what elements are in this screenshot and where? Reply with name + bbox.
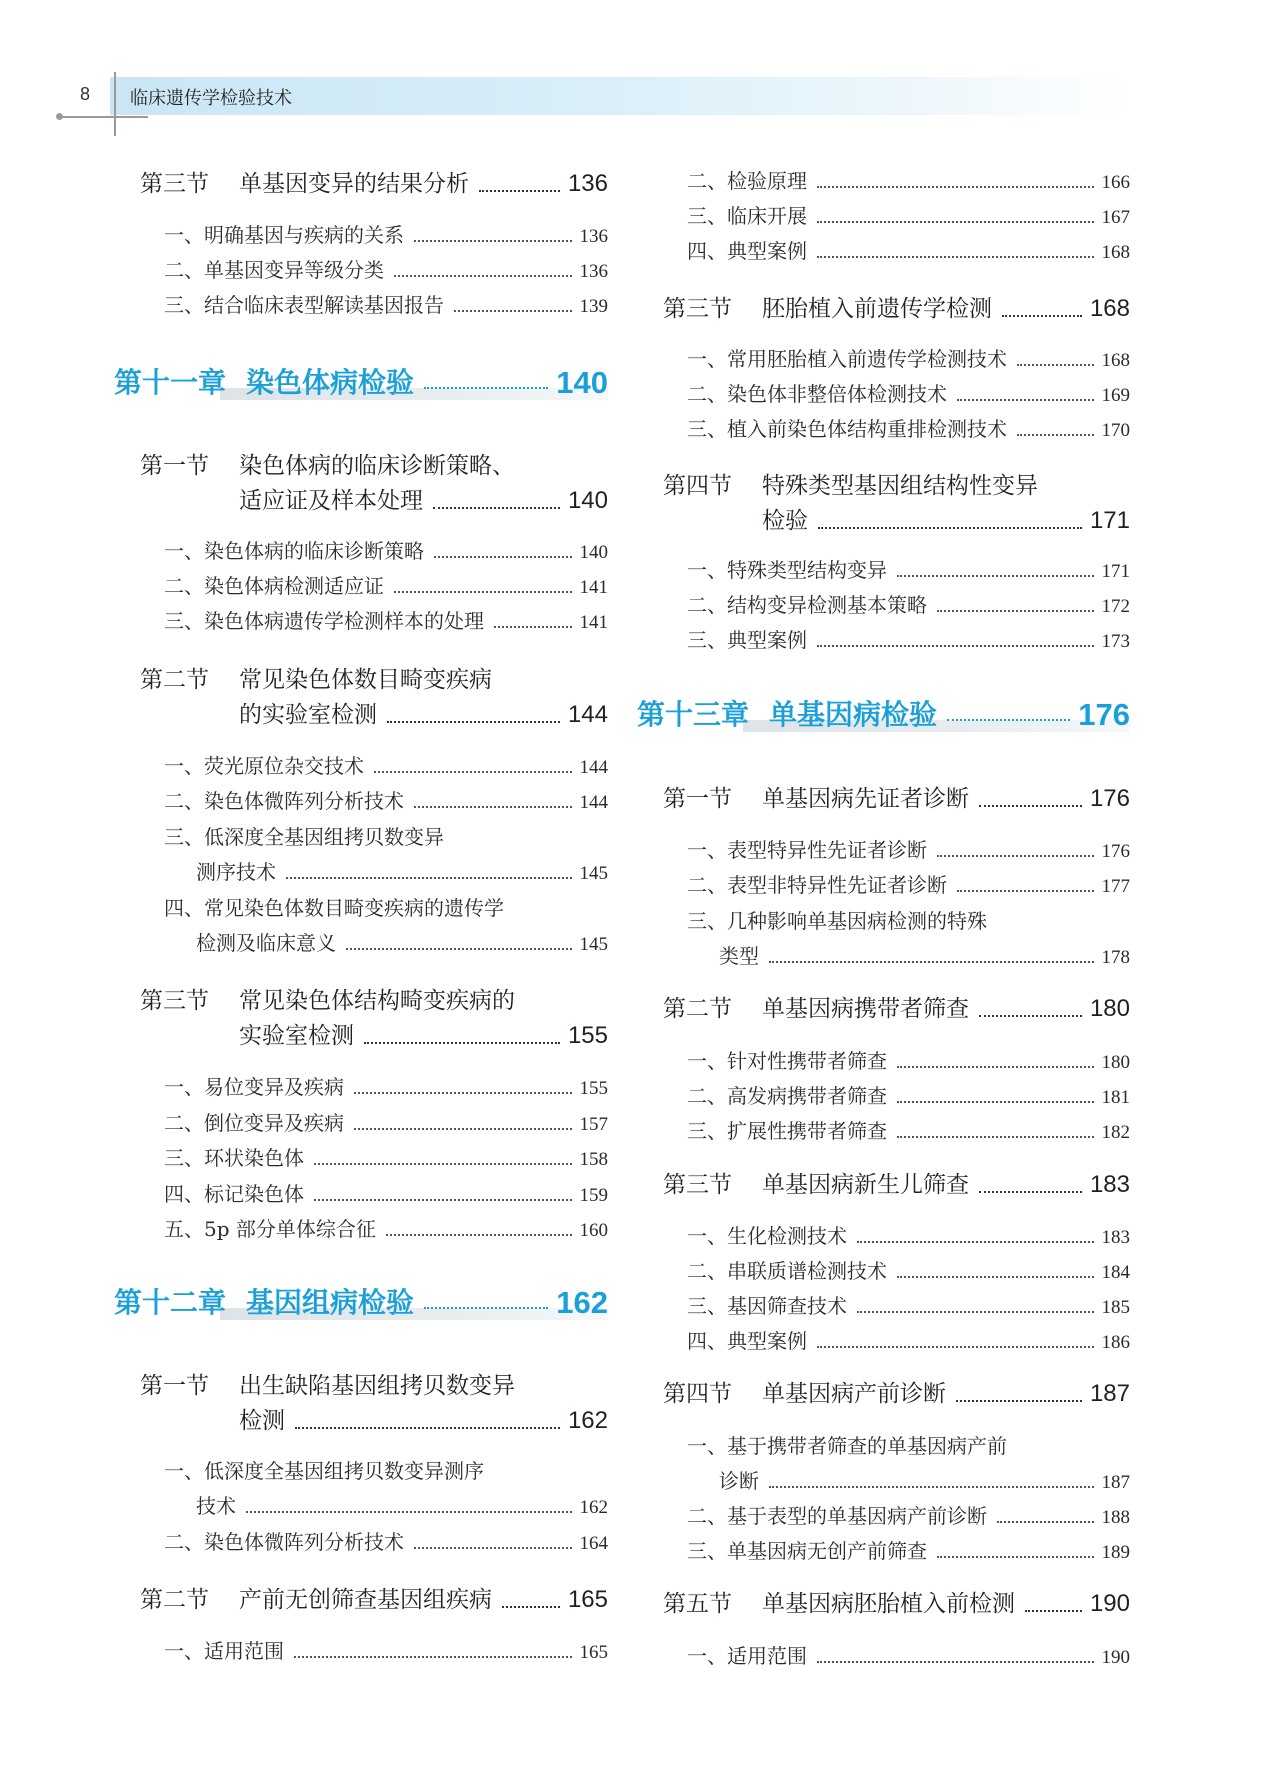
dot-leader — [817, 256, 1094, 258]
dot-leader — [346, 948, 572, 950]
toc-item[interactable] — [140, 1214, 608, 1242]
section-label: 第三节 — [663, 296, 732, 322]
chapter-title: 单基因病检验 — [769, 698, 938, 731]
dot-leader — [897, 1136, 1094, 1138]
item-page: 180 — [1101, 1052, 1130, 1073]
item-title: 五、5p 部分单体综合征 — [164, 1217, 376, 1241]
section-label: 第二节 — [140, 1587, 209, 1613]
item-page: 144 — [579, 792, 608, 813]
toc-item[interactable] — [140, 751, 608, 779]
toc-section[interactable] — [140, 1582, 608, 1614]
dot-leader — [769, 1486, 1094, 1488]
toc-section[interactable] — [140, 166, 608, 198]
dot-leader — [997, 1521, 1094, 1523]
dot-leader — [956, 1400, 1082, 1402]
toc-item[interactable] — [140, 786, 608, 814]
chapter-title: 基因组病检验 — [246, 1286, 415, 1319]
dot-leader — [434, 556, 572, 558]
item-title: 三、结合临床表型解读基因报告 — [164, 293, 444, 317]
section-page: 155 — [567, 1022, 608, 1049]
item-page: 136 — [579, 226, 608, 247]
item-page: 181 — [1101, 1087, 1130, 1108]
dot-leader — [502, 1606, 560, 1608]
dot-leader — [818, 527, 1082, 529]
item-page: 140 — [579, 542, 608, 563]
toc-item-continued[interactable] — [140, 1491, 608, 1519]
dot-leader — [1017, 434, 1094, 436]
section-page: 187 — [1089, 1380, 1130, 1407]
item-title: 一、低深度全基因组拷贝数变异测序 — [164, 1459, 484, 1483]
item-title: 一、表型特异性先证者诊断 — [687, 838, 927, 862]
item-page: 177 — [1101, 876, 1130, 897]
toc-item[interactable] — [140, 1527, 608, 1555]
item-title: 三、低深度全基因组拷贝数变异 — [164, 825, 444, 849]
section-label: 第二节 — [663, 996, 732, 1022]
item-title: 三、几种影响单基因病检测的特殊 — [687, 909, 987, 933]
item-page: 169 — [1101, 385, 1130, 406]
section-page: 190 — [1089, 1590, 1130, 1617]
item-page: 176 — [1101, 841, 1130, 862]
dot-leader — [817, 221, 1094, 223]
item-page: 168 — [1101, 242, 1130, 263]
running-head-title: 临床遗传学检验技术 — [130, 88, 292, 109]
section-title: 实验室检测 — [239, 1023, 354, 1049]
section-label: 第三节 — [140, 988, 209, 1014]
item-page: 159 — [579, 1185, 608, 1206]
chapter-label: 第十三章 — [637, 698, 750, 731]
toc-item[interactable] — [663, 555, 1130, 583]
item-title: 三、植入前染色体结构重排检测技术 — [687, 417, 1007, 441]
dot-leader — [937, 855, 1094, 857]
toc-item-continued[interactable] — [663, 941, 1130, 969]
item-page: 166 — [1101, 172, 1130, 193]
section-label: 第二节 — [140, 667, 209, 693]
item-page: 187 — [1101, 1472, 1130, 1493]
item-page: 158 — [579, 1149, 608, 1170]
dot-leader — [433, 507, 560, 509]
item-title: 三、单基因病无创产前筛查 — [687, 1539, 927, 1563]
toc-item[interactable] — [663, 1221, 1130, 1249]
toc-item[interactable] — [140, 1456, 608, 1484]
item-title: 技术 — [196, 1494, 236, 1518]
dot-leader — [979, 1015, 1082, 1017]
chapter-page: 162 — [556, 1285, 608, 1320]
section-label: 第一节 — [140, 453, 209, 479]
dot-leader — [817, 1661, 1094, 1663]
dot-leader — [394, 591, 572, 593]
item-title: 二、高发病携带者筛查 — [687, 1084, 887, 1108]
item-title: 三、基因筛查技术 — [687, 1294, 847, 1318]
dot-leader — [414, 806, 572, 808]
toc-section[interactable] — [663, 781, 1130, 813]
item-title: 一、常用胚胎植入前遗传学检测技术 — [687, 347, 1007, 371]
dot-leader — [897, 1276, 1094, 1278]
toc-item[interactable] — [663, 1291, 1130, 1319]
section-title: 特殊类型基因组结构性变异 — [762, 473, 1038, 499]
item-page: 178 — [1101, 947, 1130, 968]
dot-leader — [424, 1307, 548, 1309]
header-divider — [114, 72, 116, 136]
dot-leader — [286, 877, 572, 879]
item-page: 183 — [1101, 1227, 1130, 1248]
toc-item-continued[interactable] — [140, 857, 608, 885]
toc-chapter[interactable] — [114, 357, 608, 401]
item-page: 139 — [579, 296, 608, 317]
item-title: 一、特殊类型结构变异 — [687, 558, 887, 582]
section-label: 第一节 — [663, 786, 732, 812]
dot-leader — [387, 721, 560, 723]
dot-leader — [937, 1556, 1094, 1558]
item-title: 三、扩展性携带者筛查 — [687, 1119, 887, 1143]
item-title: 四、常见染色体数目畸变疾病的遗传学 — [164, 896, 504, 920]
dot-leader — [354, 1128, 572, 1130]
toc-section[interactable] — [140, 1368, 608, 1400]
item-title: 一、荧光原位杂交技术 — [164, 754, 364, 778]
item-page: 167 — [1101, 207, 1130, 228]
toc-section[interactable] — [663, 468, 1130, 500]
item-title: 二、检验原理 — [687, 169, 807, 193]
item-page: 136 — [579, 261, 608, 282]
section-page: 144 — [567, 701, 608, 728]
dot-leader — [246, 1511, 572, 1513]
section-label: 第三节 — [140, 171, 209, 197]
dot-leader — [354, 1092, 572, 1094]
item-title: 一、易位变异及疾病 — [164, 1075, 344, 1099]
dot-leader — [364, 1042, 560, 1044]
section-label: 第四节 — [663, 1381, 732, 1407]
section-page: 180 — [1089, 995, 1130, 1022]
dot-leader — [386, 1234, 572, 1236]
section-title: 单基因病新生儿筛查 — [762, 1172, 969, 1198]
item-page: 145 — [579, 934, 608, 955]
item-page: 173 — [1101, 631, 1130, 652]
toc-section[interactable] — [140, 662, 608, 694]
dot-leader — [857, 1241, 1094, 1243]
toc-left-column — [114, 0, 608, 1765]
dot-leader — [897, 575, 1094, 577]
item-page: 189 — [1101, 1542, 1130, 1563]
item-page: 141 — [579, 577, 608, 598]
section-page: 140 — [567, 487, 608, 514]
section-title: 常见染色体数目畸变疾病 — [239, 667, 492, 693]
item-page: 164 — [579, 1533, 608, 1554]
item-page: 170 — [1101, 420, 1130, 441]
section-title: 胚胎植入前遗传学检测 — [762, 296, 992, 322]
toc-item[interactable] — [663, 1256, 1130, 1284]
item-title: 二、单基因变异等级分类 — [164, 258, 384, 282]
item-page: 182 — [1101, 1122, 1130, 1143]
item-page: 172 — [1101, 596, 1130, 617]
dot-leader — [414, 1547, 572, 1549]
item-page: 155 — [579, 1078, 608, 1099]
toc-item[interactable] — [140, 536, 608, 564]
section-page: 168 — [1089, 295, 1130, 322]
item-page: 160 — [579, 1220, 608, 1241]
section-page: 176 — [1089, 785, 1130, 812]
toc-item[interactable] — [140, 606, 608, 634]
item-page: 184 — [1101, 1262, 1130, 1283]
chapter-page: 176 — [1078, 697, 1130, 732]
toc-item[interactable] — [663, 236, 1130, 264]
section-title: 单基因病先证者诊断 — [762, 786, 969, 812]
dot-leader — [769, 961, 1094, 963]
header-rule-dot — [56, 113, 63, 120]
item-page: 144 — [579, 757, 608, 778]
toc-item[interactable] — [140, 255, 608, 283]
dot-leader — [1025, 1610, 1082, 1612]
item-page: 165 — [579, 1642, 608, 1663]
item-title: 三、环状染色体 — [164, 1146, 304, 1170]
chapter-label: 第十一章 — [114, 366, 227, 399]
item-title: 三、染色体病遗传学检测样本的处理 — [164, 609, 484, 633]
toc-section-continued[interactable] — [239, 1018, 608, 1050]
toc-item[interactable] — [663, 344, 1130, 372]
toc-item[interactable] — [140, 220, 608, 248]
toc-section[interactable] — [663, 291, 1130, 323]
chapter-label: 第十二章 — [114, 1286, 227, 1319]
section-title: 单基因病携带者筛查 — [762, 996, 969, 1022]
toc-section[interactable] — [663, 1167, 1130, 1199]
dot-leader — [454, 310, 572, 312]
toc-item-continued[interactable] — [663, 1466, 1130, 1494]
section-page: 136 — [567, 170, 608, 197]
dot-leader — [1017, 364, 1094, 366]
toc-chapter[interactable] — [637, 689, 1130, 733]
toc-item[interactable] — [663, 201, 1130, 229]
toc-section[interactable] — [663, 1586, 1130, 1618]
item-title: 一、基于携带者筛查的单基因病产前 — [687, 1434, 1007, 1458]
item-title: 一、针对性携带者筛查 — [687, 1049, 887, 1073]
item-title: 四、典型案例 — [687, 1329, 807, 1353]
item-title: 二、结构变异检测基本策略 — [687, 593, 927, 617]
toc-item[interactable] — [663, 1501, 1130, 1529]
item-title: 一、适用范围 — [687, 1644, 807, 1668]
section-page: 165 — [567, 1586, 608, 1613]
dot-leader — [424, 387, 548, 389]
dot-leader — [817, 186, 1094, 188]
toc-item[interactable] — [140, 1636, 608, 1664]
section-title: 检测 — [239, 1408, 285, 1434]
toc-item[interactable] — [663, 1116, 1130, 1144]
dot-leader — [897, 1066, 1094, 1068]
item-title: 三、临床开展 — [687, 204, 807, 228]
toc-section-continued[interactable] — [239, 1403, 608, 1435]
toc-item[interactable] — [663, 166, 1130, 194]
dot-leader — [897, 1101, 1094, 1103]
item-title: 二、染色体非整倍体检测技术 — [687, 382, 947, 406]
toc-item[interactable] — [140, 571, 608, 599]
dot-leader — [817, 645, 1094, 647]
dot-leader — [957, 399, 1094, 401]
section-title: 检验 — [762, 508, 808, 534]
dot-leader — [937, 610, 1094, 612]
toc-item[interactable] — [140, 893, 608, 921]
toc-item[interactable] — [663, 1326, 1130, 1354]
item-page: 185 — [1101, 1297, 1130, 1318]
toc-section-continued[interactable] — [239, 697, 608, 729]
dot-leader — [979, 1191, 1082, 1193]
toc-item[interactable] — [140, 1108, 608, 1136]
dot-leader — [479, 190, 560, 192]
section-title: 单基因病胚胎植入前检测 — [762, 1591, 1015, 1617]
section-label: 第四节 — [663, 473, 732, 499]
toc-item[interactable] — [140, 1072, 608, 1100]
toc-item[interactable] — [663, 1081, 1130, 1109]
section-label: 第五节 — [663, 1591, 732, 1617]
item-page: 168 — [1101, 350, 1130, 371]
toc-item[interactable] — [140, 1143, 608, 1171]
toc-chapter[interactable] — [114, 1277, 608, 1321]
item-title: 一、染色体病的临床诊断策略 — [164, 539, 424, 563]
toc-item-continued[interactable] — [140, 928, 608, 956]
toc-section[interactable] — [140, 983, 608, 1015]
item-title: 一、明确基因与疾病的关系 — [164, 223, 404, 247]
section-title: 产前无创筛查基因组疾病 — [239, 1587, 492, 1613]
item-page: 141 — [579, 612, 608, 633]
toc-section[interactable] — [663, 1376, 1130, 1408]
section-page: 183 — [1089, 1171, 1130, 1198]
chapter-title: 染色体病检验 — [246, 366, 415, 399]
dot-leader — [294, 1656, 572, 1658]
section-label: 第三节 — [663, 1172, 732, 1198]
item-title: 类型 — [719, 944, 759, 968]
dot-leader — [414, 240, 572, 242]
toc-item[interactable] — [663, 1046, 1130, 1074]
toc-item[interactable] — [663, 1536, 1130, 1564]
section-label: 第一节 — [140, 1373, 209, 1399]
section-title: 单基因变异的结果分析 — [239, 171, 469, 197]
section-title: 适应证及样本处理 — [239, 488, 423, 514]
dot-leader — [979, 805, 1082, 807]
dot-leader — [817, 1346, 1094, 1348]
toc-section[interactable] — [663, 991, 1130, 1023]
item-title: 二、染色体微阵列分析技术 — [164, 789, 404, 813]
header-rule — [58, 116, 148, 118]
section-title: 染色体病的临床诊断策略、 — [239, 453, 515, 479]
section-page: 171 — [1089, 507, 1130, 534]
item-page: 162 — [579, 1497, 608, 1518]
item-title: 二、表型非特异性先证者诊断 — [687, 873, 947, 897]
item-title: 二、倒位变异及疾病 — [164, 1111, 344, 1135]
toc-item[interactable] — [663, 625, 1130, 653]
item-title: 二、基于表型的单基因病产前诊断 — [687, 1504, 987, 1528]
dot-leader — [1002, 315, 1082, 317]
chapter-page: 140 — [556, 365, 608, 400]
toc-item[interactable] — [663, 906, 1130, 934]
toc-item[interactable] — [140, 822, 608, 850]
section-page: 162 — [567, 1407, 608, 1434]
item-title: 测序技术 — [196, 860, 276, 884]
dot-leader — [374, 771, 572, 773]
item-title: 二、染色体微阵列分析技术 — [164, 1530, 404, 1554]
dot-leader — [957, 890, 1094, 892]
toc-item[interactable] — [140, 1179, 608, 1207]
section-title: 出生缺陷基因组拷贝数变异 — [239, 1373, 515, 1399]
item-title: 二、染色体病检测适应证 — [164, 574, 384, 598]
dot-leader — [947, 719, 1070, 721]
toc-section-continued[interactable] — [762, 503, 1130, 535]
item-title: 检测及临床意义 — [196, 931, 336, 955]
item-page: 157 — [579, 1114, 608, 1135]
item-title: 四、典型案例 — [687, 239, 807, 263]
item-page: 186 — [1101, 1332, 1130, 1353]
dot-leader — [394, 275, 572, 277]
dot-leader — [494, 626, 572, 628]
toc-item[interactable] — [663, 379, 1130, 407]
toc-item[interactable] — [663, 870, 1130, 898]
item-page: 145 — [579, 863, 608, 884]
toc-item[interactable] — [663, 1641, 1130, 1669]
item-title: 一、适用范围 — [164, 1639, 284, 1663]
toc-item[interactable] — [663, 1431, 1130, 1459]
toc-item[interactable] — [663, 590, 1130, 618]
item-page: 171 — [1101, 561, 1130, 582]
toc-section[interactable] — [140, 448, 608, 480]
dot-leader — [857, 1311, 1094, 1313]
item-page: 190 — [1101, 1647, 1130, 1668]
toc-section-continued[interactable] — [239, 483, 608, 515]
dot-leader — [295, 1427, 560, 1429]
toc-item[interactable] — [663, 414, 1130, 442]
section-title: 单基因病产前诊断 — [762, 1381, 946, 1407]
item-title: 一、生化检测技术 — [687, 1224, 847, 1248]
toc-item[interactable] — [663, 835, 1130, 863]
item-title: 诊断 — [719, 1469, 759, 1493]
item-title: 二、串联质谱检测技术 — [687, 1259, 887, 1283]
dot-leader — [314, 1163, 572, 1165]
section-title: 的实验室检测 — [239, 702, 377, 728]
toc-right-column — [637, 0, 1130, 1765]
page-number: 8 — [80, 84, 91, 104]
item-title: 四、标记染色体 — [164, 1182, 304, 1206]
dot-leader — [314, 1199, 572, 1201]
item-page: 188 — [1101, 1507, 1130, 1528]
section-title: 常见染色体结构畸变疾病的 — [239, 988, 515, 1014]
toc-item[interactable] — [140, 290, 608, 318]
item-title: 三、典型案例 — [687, 628, 807, 652]
